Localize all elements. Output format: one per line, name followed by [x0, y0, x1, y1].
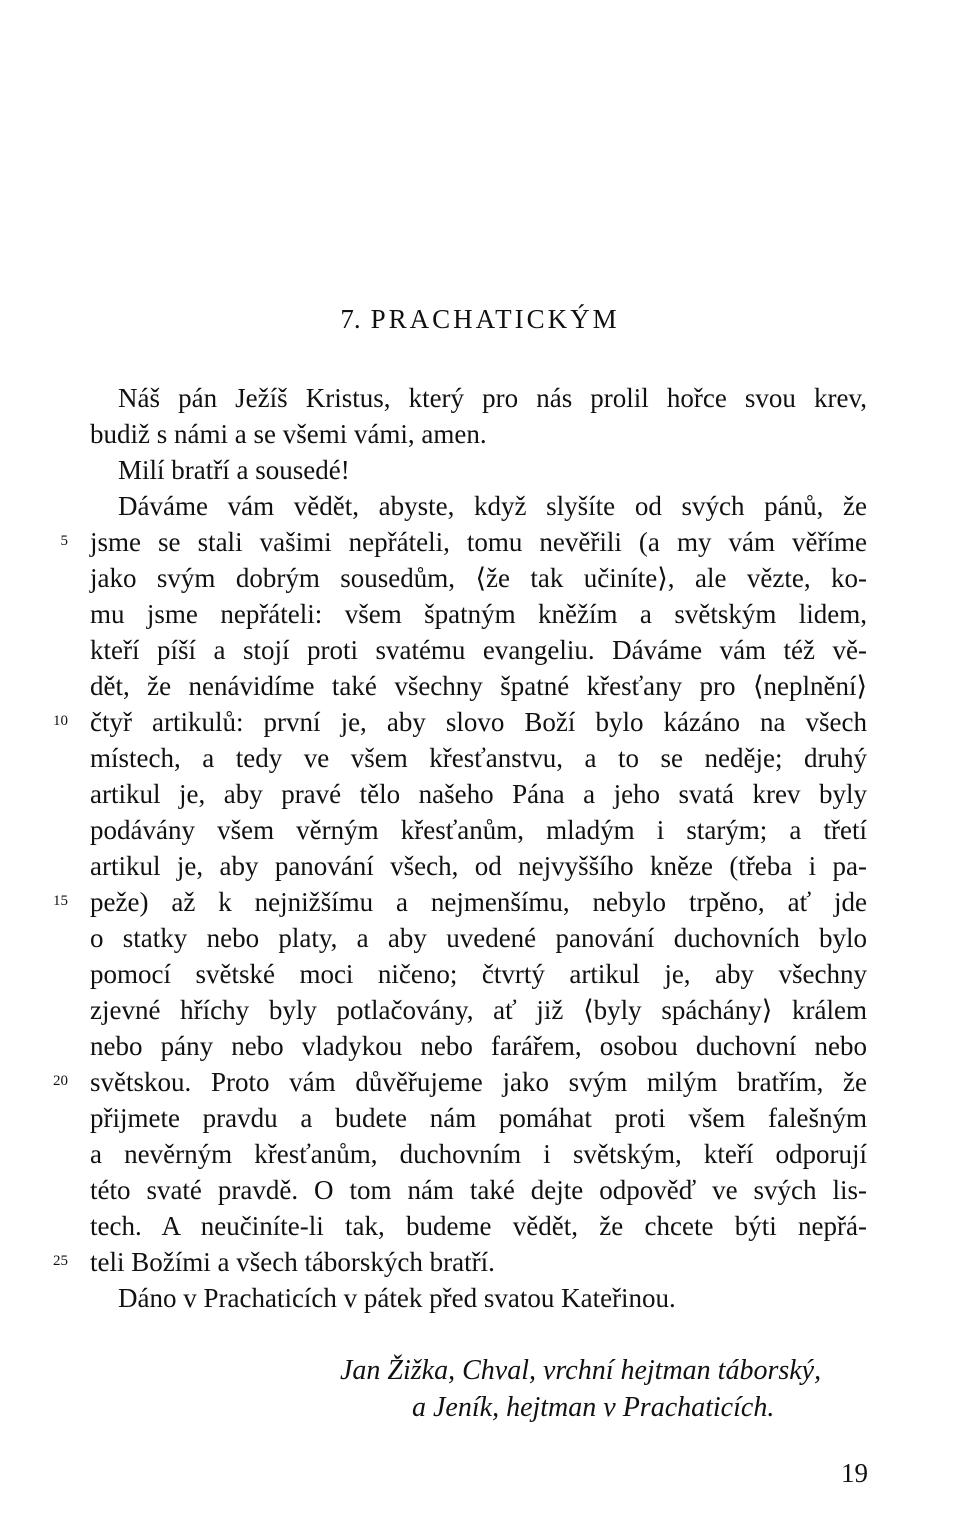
text-line: Milí bratří a sousedé!: [118, 455, 350, 485]
signature-line: Jan Žižka, Chval, vrchní hejtman táborský,: [340, 1355, 822, 1386]
text-line: a nevěrným křesťanům, duchovním i světským, kteří odporují: [90, 1139, 867, 1169]
text-line: Náš pán Ježíš Kristus, který pro nás prolil hořce svou krev,: [118, 383, 867, 413]
text-line: artikul je, aby panování všech, od nejvyššího kněze (třeba i pa-: [90, 851, 867, 881]
text-line: Dáno v Prachaticích v pátek před svatou Kateřinou.: [118, 1283, 676, 1313]
text-line: světskou. Proto vám důvěřujeme jako svým milým bratřím, že: [90, 1067, 867, 1097]
chapter-number: 7.: [340, 304, 361, 334]
text-line: tech. A neučiníte-li tak, budeme vědět, že chcete býti nepřá-: [90, 1211, 867, 1241]
text-line: zjevné hříchy byly potlačovány, ať již ⟨byly spáchány⟩ králem: [90, 995, 867, 1025]
chapter-title: PRACHATICKÝM: [370, 304, 620, 334]
text-line: této svaté pravdě. O tom nám také dejte odpověď ve svých lis-: [90, 1175, 867, 1205]
line-number: 5: [60, 533, 68, 549]
text-line: podávány všem věrným křesťanům, mladým i starým; a třetí: [90, 815, 867, 845]
text-line: Dáváme vám vědět, abyste, když slyšíte od svých pánů, že: [118, 491, 867, 521]
page-number: 19: [841, 1458, 868, 1488]
text-line: teli Božími a všech táborských bratří.: [90, 1247, 495, 1277]
chapter-heading: [0, 304, 960, 335]
line-number: 20: [53, 1073, 68, 1089]
text-line: artikul je, aby pravé tělo našeho Pána a jeho svatá krev byly: [90, 779, 867, 809]
text-line: kteří píší a stojí proti svatému evangeliu. Dáváme vám též vě-: [90, 635, 867, 665]
text-line: místech, a tedy ve všem křesťanstvu, a to se neděje; druhý: [90, 743, 867, 773]
line-number: 25: [53, 1253, 68, 1269]
text-line: čtyř artikulů: první je, aby slovo Boží bylo kázáno na všech: [90, 707, 867, 737]
text-line: nebo pány nebo vladykou nebo farářem, osobou duchovní nebo: [90, 1031, 867, 1061]
text-line: jako svým dobrým sousedům, ⟨že tak učiníte⟩, ale vězte, ko-: [90, 563, 867, 593]
line-number: 15: [53, 893, 68, 909]
text-line: budiž s námi a se všemi vámi, amen.: [90, 419, 487, 449]
text-line: peže) až k nejnižšímu a nejmenšímu, nebylo trpěno, ať jde: [90, 887, 867, 917]
text-line: o statky nebo platy, a aby uvedené panování duchovních bylo: [90, 923, 867, 953]
text-line: jsme se stali vašimi nepřáteli, tomu nevěřili (a my vám věříme: [90, 527, 867, 557]
line-number: 10: [53, 713, 68, 729]
signature-line: a Jeník, hejtman v Prachaticích.: [412, 1392, 775, 1423]
text-line: mu jsme nepřáteli: všem špatným kněžím a světským lidem,: [90, 599, 867, 629]
text-line: přijmete pravdu a budete nám pomáhat proti všem falešným: [90, 1103, 867, 1133]
text-line: dět, že nenávidíme také všechny špatné křesťany pro ⟨neplnění⟩: [90, 671, 867, 701]
text-line: pomocí světské moci ničeno; čtvrtý artikul je, aby všechny: [90, 959, 867, 989]
